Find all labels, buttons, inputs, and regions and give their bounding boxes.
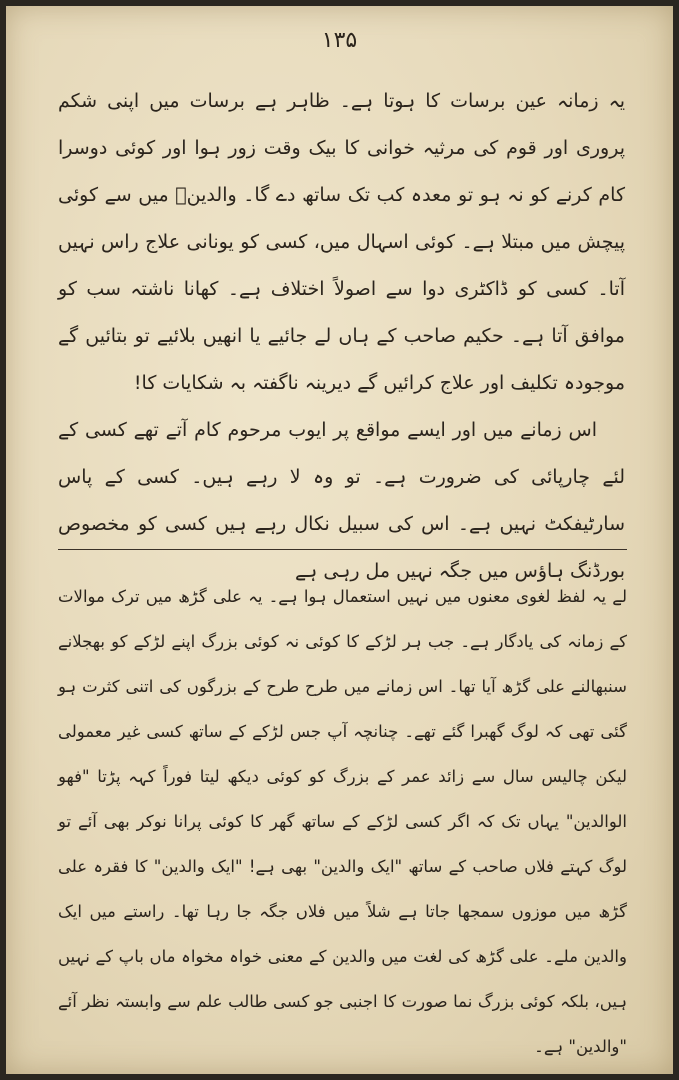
footnote-divider	[58, 549, 627, 550]
footnote	[58, 574, 627, 1069]
book-page	[6, 6, 673, 1074]
page-number: ۱۳۵	[321, 28, 358, 53]
main-paragraph: اس زمانے میں اور ایسے مواقع پر ایوب مرحوم کام آتے تھے کسی کے لئے چارپائی کی ضرورت ہے۔ تو وہ لا رہے ہیں۔ کسی کے پاس سارٹیفکٹ نہیں ہے۔ اس کی سبیل نکال رہے ہیں کسی کو مخصوص بورڈنگ ہاؤس میں جگہ نہیں مل رہی ہے	[58, 419, 625, 582]
main-paragraph: یہ زمانہ عین برسات کا ہوتا ہے۔ ظاہر ہے برسات میں اپنی شکم پروری اور قوم کی مرثیہ خوانی کا بیک وقت زور ہوا اور کوئی دوسرا کام کرنے کو نہ ہو تو معدہ کب تک ساتھ دے گا۔ والدینؔ میں سے کوئی پیچش میں مبتلا ہے۔ کوئی اسہال میں، کسی کو یونانی علاج راس نہیں آتا۔ کسی کو ڈاکٹری دوا سے اصولاً اختلاف ہے۔ کھانا ناشتہ سب کو موافق آتا ہے۔ حکیم صاحب کے ہاں لے جائیے یا انھیں بلائیے تو بتائیں گے موجودہ تکلیف اور علاج کرائیں گے دیرینہ ناگفتہ بہ شکایات کا!	[58, 90, 625, 394]
footnote-paragraph: لے یہ لفظ لغوی معنوں میں نہیں استعمال ہوا ہے۔ یہ علی گڑھ میں ترک موالات کے زمانہ کی یادگار ہے۔ جب ہر لڑکے کا کوئی نہ کوئی بزرگ اپنے لڑکے کو بھجلانے سنبھالنے علی گڑھ آیا تھا۔ اس زمانے میں طرح طرح کے بزرگوں کی اتنی کثرت ہو گئی تھی کہ لوگ گھبرا گئے تھے۔ چنانچہ آپ جس لڑکے کے ساتھ کسی غیر معمولی لیکن چالیس سال سے زائد عمر کے بزرگ کو کوئی دیکھ لیتا فوراً کہہ پڑتا "فهو الوالدین" یہاں تک کہ اگر کسی لڑکے کے ساتھ گھر کا کوئی پرانا نوکر بھی آئے تو لوگ کہتے فلاں صاحب کے ساتھ "ایک والدین" بھی ہے! "ایک والدین" کا فقرہ علی گڑھ میں موزوں سمجھا جاتا ہے شلاً میں فلاں جگہ جا رہا تھا۔ راستے میں ایک والدین ملے۔ علی گڑھ کی لغت میں والدین کے معنی خواہ مخواہ ماں باپ کے نہیں ہیں، بلکہ کوئی بزرگ نما صورت کا اجنبی جو کسی طالب علم سے وابستہ نظر آئے "والدین" ہے۔	[58, 587, 627, 1056]
main-text	[58, 78, 625, 595]
